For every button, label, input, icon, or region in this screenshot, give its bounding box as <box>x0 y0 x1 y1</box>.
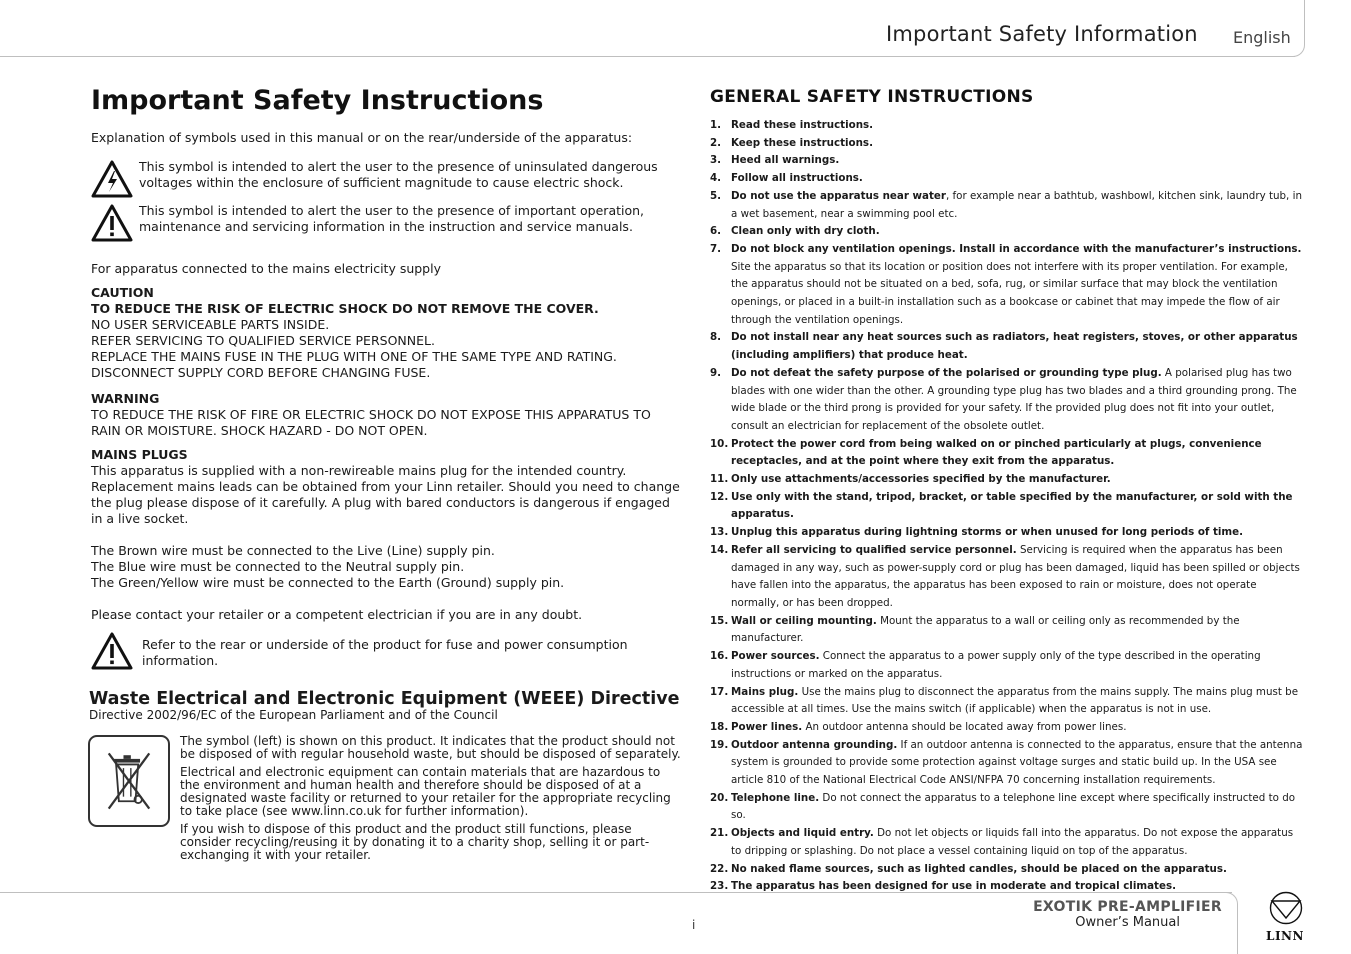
safety-item <box>710 489 1305 524</box>
safety-item-number: 19. <box>710 738 729 751</box>
safety-item-heading: Wall or ceiling mounting. <box>731 614 877 627</box>
safety-item-number: 5. <box>710 189 722 202</box>
safety-item-number: 18. <box>710 720 729 733</box>
safety-item-text: Do not let objects or liquids fall into the apparatus. Do not expose the apparatus to dripping or splashing. Do not place a vessel containing liquid on top of the apparatus. <box>731 827 1294 857</box>
weee-text <box>180 735 683 867</box>
safety-item <box>710 170 1305 188</box>
footer-divider <box>0 892 1232 893</box>
safety-item <box>710 365 1305 436</box>
wire-line: The Green/Yellow wire must be connected to the Earth (Ground) supply pin. <box>91 575 565 590</box>
warning-heading: WARNING <box>91 391 160 406</box>
safety-item-number: 8. <box>710 331 722 344</box>
symbol-shock-text: This symbol is intended to alert the user to the presence of uninsulated dangerous voltages within the enclosure of sufficient magnitude to cause electric shock. <box>139 159 658 190</box>
safety-item-heading: Follow all instructions. <box>731 172 863 185</box>
safety-item <box>710 613 1305 648</box>
safety-item-heading: Objects and liquid entry. <box>731 827 874 840</box>
linn-logo-icon <box>1265 890 1307 928</box>
safety-item-number: 6. <box>710 225 722 238</box>
safety-item-number: 1. <box>710 119 722 131</box>
mains-intro: For apparatus connected to the mains electricity supply <box>91 261 441 276</box>
safety-item <box>710 542 1305 613</box>
safety-item-heading: Do not use the apparatus near water <box>731 189 946 202</box>
safety-item-text: Mount the apparatus to a wall or ceiling only as recommended by the manufacturer. <box>731 614 1240 645</box>
safety-item <box>710 648 1305 683</box>
caution-heading: CAUTION <box>91 285 154 300</box>
page-number: i <box>692 918 696 932</box>
header-corner <box>1290 0 1305 57</box>
safety-item <box>710 223 1305 241</box>
symbol-fuse-text: Refer to the rear or underside of the product for fuse and power consumption information. <box>142 637 628 668</box>
safety-item-text: A polarised plug has two blades with one wider than the other. A grounding type plug has two blades and a third grounding prong. The wide blade or the third prong is provided for your safety. If the provided plug does not fit into your outlet, consult an electrician for replacement of the obsolete outlet. <box>731 366 1297 432</box>
safety-item <box>710 825 1305 860</box>
safety-item <box>710 117 1305 135</box>
safety-item-number: 21. <box>710 827 729 840</box>
safety-item <box>710 241 1305 330</box>
safety-item <box>710 737 1305 790</box>
safety-item-text: Connect the apparatus to a power supply only of the type described in the operating instructions or marked on the apparatus. <box>731 650 1261 680</box>
safety-item-heading: Outdoor antenna grounding. <box>731 738 898 751</box>
warning-text: TO REDUCE THE RISK OF FIRE OR ELECTRIC SHOCK DO NOT EXPOSE THIS APPARATUS TO RAIN OR MOISTURE. SHOCK HAZARD - DO NOT OPEN. <box>91 407 651 438</box>
safety-item-number: 14. <box>710 543 729 556</box>
symbol-row-info <box>91 203 683 243</box>
safety-item <box>710 790 1305 825</box>
safety-item-text: , for example near a bathtub, washbowl, kitchen sink, laundry tub, in a wet basement, near a swimming pool etc. <box>731 189 1302 220</box>
safety-item-number: 16. <box>710 650 729 663</box>
safety-item-heading: The apparatus has been designed for use in moderate and tropical climates. <box>731 880 1176 893</box>
lightning-warning-icon <box>91 159 133 199</box>
weee-bin-icon <box>88 735 170 827</box>
product-name: EXOTIK PRE-AMPLIFIER <box>1033 899 1222 915</box>
safety-item-heading: Mains plug. <box>731 685 799 698</box>
safety-item <box>710 878 1305 896</box>
safety-item <box>710 719 1305 737</box>
safety-item <box>710 524 1305 542</box>
safety-item-number: 11. <box>710 473 729 486</box>
safety-item-heading: Use only with the stand, tripod, bracket, or table specified by the manufacturer, or sold with the apparatus. <box>731 490 1293 521</box>
weee-paragraph: The symbol (left) is shown on this product. It indicates that the product should not be disposed of with regular household waste, but should be disposed of separately. <box>180 734 681 761</box>
safety-item-number: 15. <box>710 614 729 627</box>
safety-item <box>710 861 1305 879</box>
symbol-info-text: This symbol is intended to alert the user to the presence of important operation, maintenance and servicing information in the instruction and service manuals. <box>139 203 645 234</box>
safety-item <box>710 188 1305 223</box>
safety-item-number: 17. <box>710 685 729 698</box>
safety-item <box>710 684 1305 719</box>
safety-item-heading: Clean only with dry cloth. <box>731 225 880 238</box>
mains-plugs-text: This apparatus is supplied with a non-rewireable mains plug for the intended country. Replacement mains leads can be obtained from your Linn retailer. Should you need to change the plug please dispose of it carefully. A plug with bared conductors is dangerous if engaged in a live socket. <box>91 463 680 526</box>
wire-line: The Blue wire must be connected to the Neutral supply pin. <box>91 559 465 574</box>
safety-item-text: Do not connect the apparatus to a telephone line except where specifically instructed to do so. <box>731 791 1296 822</box>
safety-item-heading: Unplug this apparatus during lightning storms or when unused for long periods of time. <box>731 526 1244 539</box>
safety-item-number: 13. <box>710 526 729 539</box>
linn-logo-text: LINN <box>1266 929 1304 943</box>
safety-item <box>710 329 1305 364</box>
mains-plugs-heading: MAINS PLUGS <box>91 447 188 462</box>
safety-item <box>710 471 1305 489</box>
safety-item-text: Servicing is required when the apparatus has been damaged in any way, such as power-supply cord or plug has been damaged, liquid has been spilled or objects have fallen into the apparatus, the apparatus has been exposed to rain or moisture, does not operate normally, or has been dropped. <box>731 543 1300 609</box>
weee-section <box>91 735 683 867</box>
safety-item-number: 2. <box>710 136 722 149</box>
wires-block <box>91 543 683 591</box>
safety-item-heading: Read these instructions. <box>731 119 874 131</box>
exclamation-warning-icon <box>91 631 133 671</box>
safety-item-number: 23. <box>710 880 729 893</box>
weee-paragraph: If you wish to dispose of this product and the product still functions, please consider recycling/reusing it by donating it to a charity shop, selling it or part-exchanging it with your retailer. <box>180 822 650 862</box>
symbol-row-shock <box>91 159 683 199</box>
safety-item-number: 3. <box>710 154 722 167</box>
safety-item-number: 10. <box>710 437 729 450</box>
safety-item-heading: No naked flame sources, such as lighted candles, should be placed on the apparatus. <box>731 862 1227 875</box>
header-title: Important Safety Information <box>886 22 1198 46</box>
header-divider <box>0 56 1295 57</box>
safety-item-heading: Refer all servicing to qualified service personnel. <box>731 543 1017 556</box>
contact-text: Please contact your retailer or a competent electrician if you are in any doubt. <box>91 607 583 622</box>
safety-item-heading: Power lines. <box>731 720 803 733</box>
safety-item-heading: Telephone line. <box>731 791 820 804</box>
safety-item-number: 22. <box>710 862 729 875</box>
safety-list <box>710 117 1305 896</box>
right-column <box>710 87 1305 896</box>
safety-item <box>710 152 1305 170</box>
safety-item-heading: Power sources. <box>731 650 820 663</box>
safety-item-heading: Do not install near any heat sources such as radiators, heat registers, stoves, or other apparatus (including amplifiers) that produce heat. <box>731 331 1298 362</box>
wire-line: The Brown wire must be connected to the Live (Line) supply pin. <box>91 543 495 558</box>
safety-item-heading: Only use attachments/accessories specified by the manufacturer. <box>731 473 1111 486</box>
caution-line: DISCONNECT SUPPLY CORD BEFORE CHANGING FUSE. <box>91 365 431 380</box>
safety-item-number: 20. <box>710 791 729 804</box>
mains-plugs-block <box>91 447 683 527</box>
safety-item-text: Use the mains plug to disconnect the apparatus from the mains supply. The mains plug must be accessible at all times. Use the mains switch (if applicable) when the apparatus is not in use. <box>731 685 1299 716</box>
safety-item-heading: Do not defeat the safety purpose of the polarised or grounding type plug. <box>731 366 1162 379</box>
safety-item-text: Site the apparatus so that its location or position does not interfere with its proper ventilation. For example, the apparatus should not be situated on a bed, sofa, rug, or similar surface that may block the ventilation openings, or placed in a built-in installation such as a bookcase or cabinet that may impede the flow of air through the ventilation openings. <box>731 260 1288 326</box>
general-safety-title: GENERAL SAFETY INSTRUCTIONS <box>710 87 1034 107</box>
page-title: Important Safety Instructions <box>91 85 544 116</box>
exclamation-warning-icon <box>91 203 133 243</box>
weee-subtitle: Directive 2002/96/EC of the European Parliament and of the Council <box>89 708 498 722</box>
warning-block <box>91 391 683 439</box>
safety-item-text: An outdoor antenna should be located away from power lines. <box>802 720 1127 733</box>
safety-item <box>710 135 1305 153</box>
symbol-row-fuse <box>91 631 683 671</box>
caution-line: REPLACE THE MAINS FUSE IN THE PLUG WITH ONE OF THE SAME TYPE AND RATING. <box>91 349 617 364</box>
weee-paragraph: Electrical and electronic equipment can contain materials that are hazardous to the environment and human health and therefore should be disposed of at a designated waste facility or returned to your retailer for the appropriate recycling to take place (see www.linn.co.uk for further information). <box>180 765 671 818</box>
safety-item-number: 4. <box>710 172 722 185</box>
safety-item-heading: Heed all warnings. <box>731 154 840 167</box>
safety-item-heading: Do not block any ventilation openings. Install in accordance with the manufacturer’s instructions. <box>731 242 1302 255</box>
symbols-intro: Explanation of symbols used in this manual or on the rear/underside of the apparatus: <box>91 130 633 145</box>
safety-item <box>710 436 1305 471</box>
safety-item-heading: Protect the power cord from being walked on or pinched particularly at plugs, convenience receptacles, and at the point where they exit from the apparatus. <box>731 437 1262 468</box>
weee-title: Waste Electrical and Electronic Equipment (WEEE) Directive <box>89 689 680 709</box>
header-language: English <box>1233 28 1291 47</box>
manual-name: Owner’s Manual <box>1075 915 1180 930</box>
safety-item-number: 9. <box>710 366 722 379</box>
safety-item-text: If an outdoor antenna is connected to the apparatus, ensure that the antenna system is grounded to provide some protection against voltage surges and static build up. In the USA see article 810 of the National Electrical Code ANSI/NFPA 70 concerning installation requirements. <box>731 738 1303 787</box>
footer-corner <box>1226 892 1238 954</box>
safety-item-number: 7. <box>710 242 722 255</box>
caution-line: NO USER SERVICEABLE PARTS INSIDE. <box>91 317 330 332</box>
caution-subheading: TO REDUCE THE RISK OF ELECTRIC SHOCK DO NOT REMOVE THE COVER. <box>91 301 599 316</box>
caution-line: REFER SERVICING TO QUALIFIED SERVICE PERSONNEL. <box>91 333 435 348</box>
caution-block <box>91 285 683 381</box>
safety-item-heading: Keep these instructions. <box>731 136 873 149</box>
left-column <box>91 84 683 867</box>
safety-item-number: 12. <box>710 490 729 503</box>
